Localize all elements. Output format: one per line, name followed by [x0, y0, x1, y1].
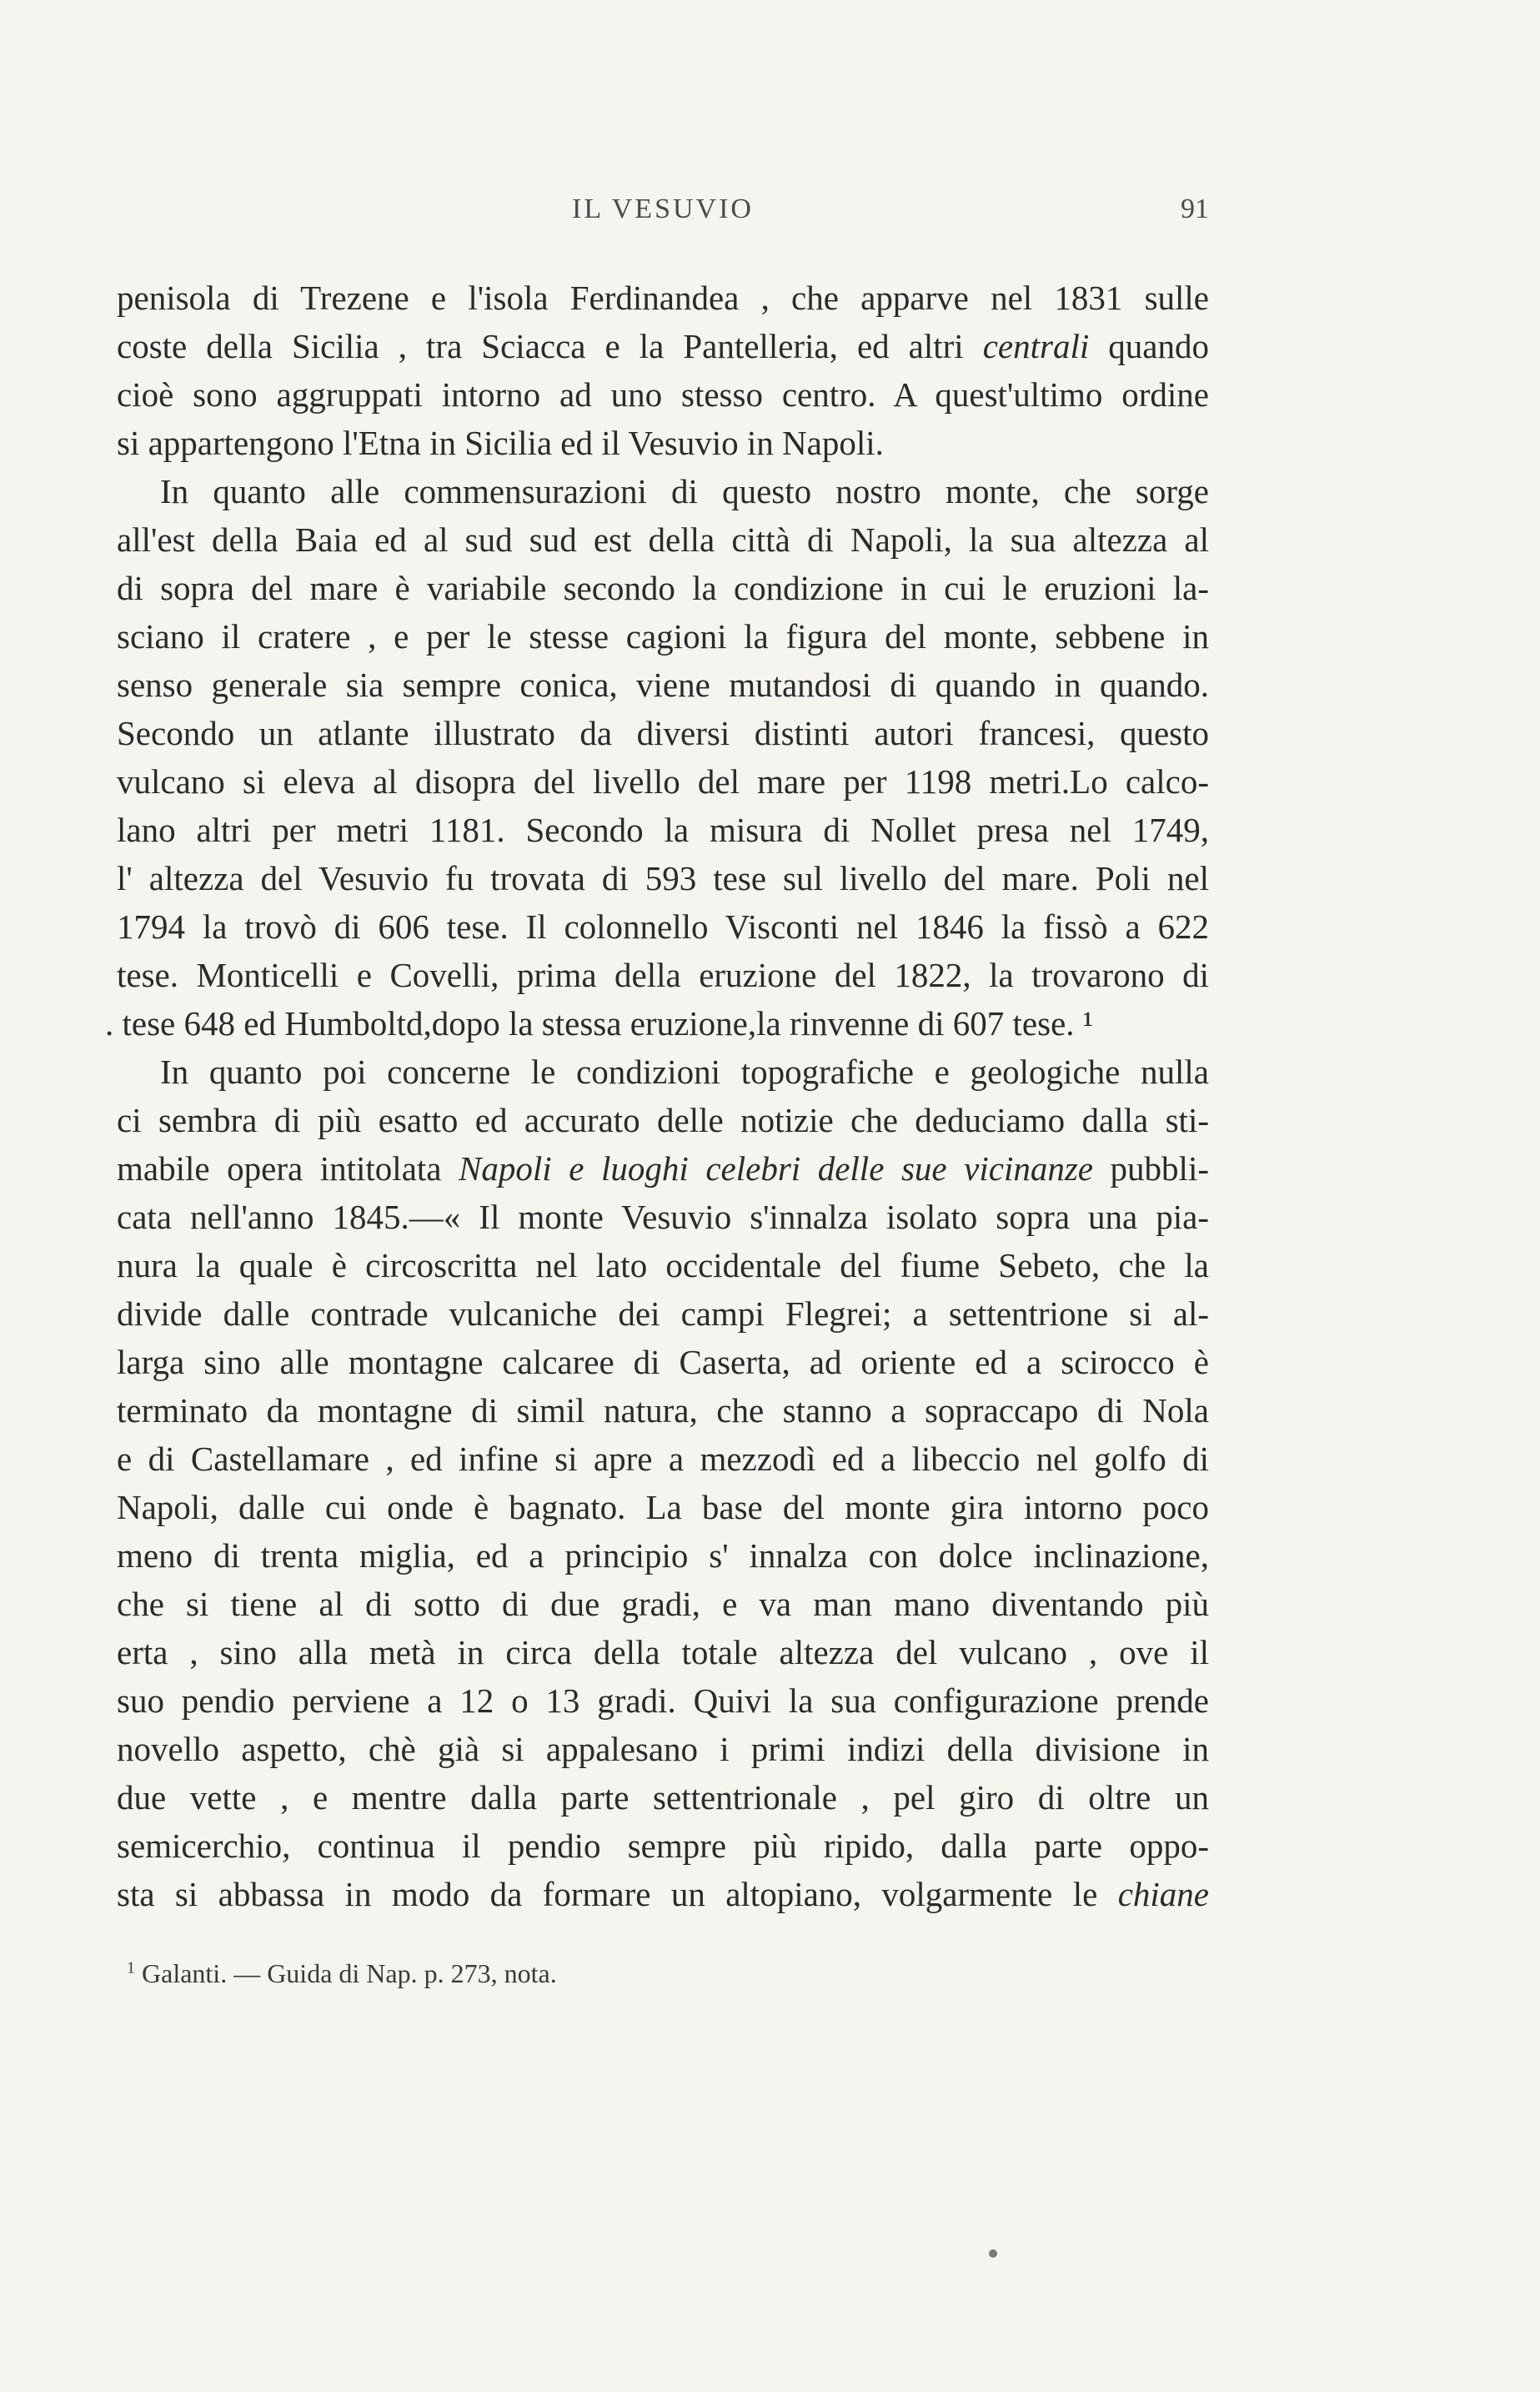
text-run: sta si abbassa in modo da formare un altopiano, volgarmente le: [117, 1875, 1118, 1913]
text-run: pubbli-: [1093, 1149, 1209, 1188]
footnote: [127, 1958, 1127, 1989]
text-line: sciano il cratere , e per le stesse cagioni la figura del monte, sebbene in: [117, 617, 1209, 656]
text-line: ci sembra di più esatto ed accurato delle notizie che deduciamo dalla sti-: [117, 1101, 1209, 1139]
text-line: erta , sino alla metà in circa della totale altezza del vulcano , ove il: [117, 1633, 1209, 1671]
text-line: divide dalle contrade vulcaniche dei campi Flegrei; a settentrione si al-: [117, 1294, 1209, 1333]
italic-term: centrali: [982, 327, 1090, 365]
ink-speck: [989, 2249, 997, 2258]
text-run: mabile opera intitolata: [117, 1149, 459, 1188]
text-line: larga sino alle montagne calcaree di Caserta, ad oriente ed a scirocco è: [117, 1343, 1209, 1381]
text-line: [117, 322, 1209, 370]
text-run: coste della Sicilia , tra Sciacca e la Pantelleria, ed altri: [117, 327, 983, 365]
text-line: [117, 1144, 1209, 1193]
text-line: vulcano si eleva al disopra del livello del mare per 1198 metri.Lo calco-: [117, 762, 1209, 801]
text-line: che si tiene al di sotto di due gradi, e va man mano diventando più: [117, 1585, 1209, 1623]
text-line: e di Castellamare , ed infine si apre a mezzodì ed a libeccio nel golfo di: [117, 1440, 1209, 1478]
running-title: IL VESUVIO: [572, 193, 754, 224]
italic-term: chiane: [1117, 1875, 1209, 1913]
paragraph-start: In quanto poi concerne le condizioni topografiche e geologiche nulla: [160, 1053, 1209, 1091]
body-text: [105, 274, 1209, 1918]
text-line: [117, 1870, 1209, 1918]
text-line: si appartengono l'Etna in Sicilia ed il Vesuvio in Napoli.: [117, 424, 884, 462]
text-line: nura la quale è circoscritta nel lato occidentale del fiume Sebeto, che la: [117, 1246, 1209, 1284]
text-line: . tese 648 ed Humboltd,dopo la stessa eruzione,la rinvenne di 607 tese. ¹: [105, 1004, 1094, 1043]
text-line: meno di trenta miglia, ed a principio s' innalza con dolce inclinazione,: [117, 1536, 1209, 1575]
text-line: tese. Monticelli e Covelli, prima della eruzione del 1822, la trovarono di: [117, 956, 1209, 994]
text-line: l' altezza del Vesuvio fu trovata di 593 tese sul livello del mare. Poli nel: [117, 859, 1209, 897]
text-line: all'est della Baia ed al sud sud est della città di Napoli, la sua altezza al: [117, 520, 1209, 559]
page-number: 91: [1181, 193, 1209, 224]
text-line: Secondo un atlante illustrato da diversi distinti autori francesi, questo: [117, 714, 1209, 752]
text-line: cata nell'anno 1845.—« Il monte Vesuvio s'innalza isolato sopra una pia-: [117, 1198, 1209, 1236]
text-run: quando: [1089, 327, 1209, 365]
text-line: lano altri per metri 1181. Secondo la misura di Nollet presa nel 1749,: [117, 811, 1209, 849]
text-line: penisola di Trezene e l'isola Ferdinandea , che apparve nel 1831 sulle: [117, 279, 1209, 317]
running-head: [117, 193, 1209, 235]
text-line: novello aspetto, chè già si appalesano i primi indizi della divisione in: [117, 1730, 1209, 1768]
text-line: terminato da montagne di simil natura, che stanno a sopraccapo di Nola: [117, 1391, 1209, 1430]
footnote-text: Galanti. — Guida di Nap. p. 273, nota.: [142, 1958, 557, 1988]
text-line: due vette , e mentre dalla parte settentrionale , pel giro di oltre un: [117, 1778, 1209, 1817]
text-line: cioè sono aggruppati intorno ad uno stesso centro. A quest'ultimo ordine: [117, 375, 1209, 414]
text-line: Napoli, dalle cui onde è bagnato. La base del monte gira intorno poco: [117, 1488, 1209, 1526]
text-line: senso generale sia sempre conica, viene mutandosi di quando in quando.: [117, 666, 1209, 704]
text-line: di sopra del mare è variabile secondo la condizione in cui le eruzioni la-: [117, 569, 1209, 607]
italic-title: Napoli e luoghi celebri delle sue vicinanze: [459, 1149, 1093, 1188]
text-line: suo pendio perviene a 12 o 13 gradi. Quivi la sua configurazione prende: [117, 1681, 1209, 1720]
paragraph-start: In quanto alle commensurazioni di questo nostro monte, che sorge: [160, 472, 1209, 510]
text-line: semicerchio, continua il pendio sempre più ripido, dalla parte oppo-: [117, 1827, 1209, 1865]
footnote-marker: 1: [127, 1958, 135, 1977]
text-line: 1794 la trovò di 606 tese. Il colonnello Visconti nel 1846 la fissò a 622: [117, 907, 1209, 946]
